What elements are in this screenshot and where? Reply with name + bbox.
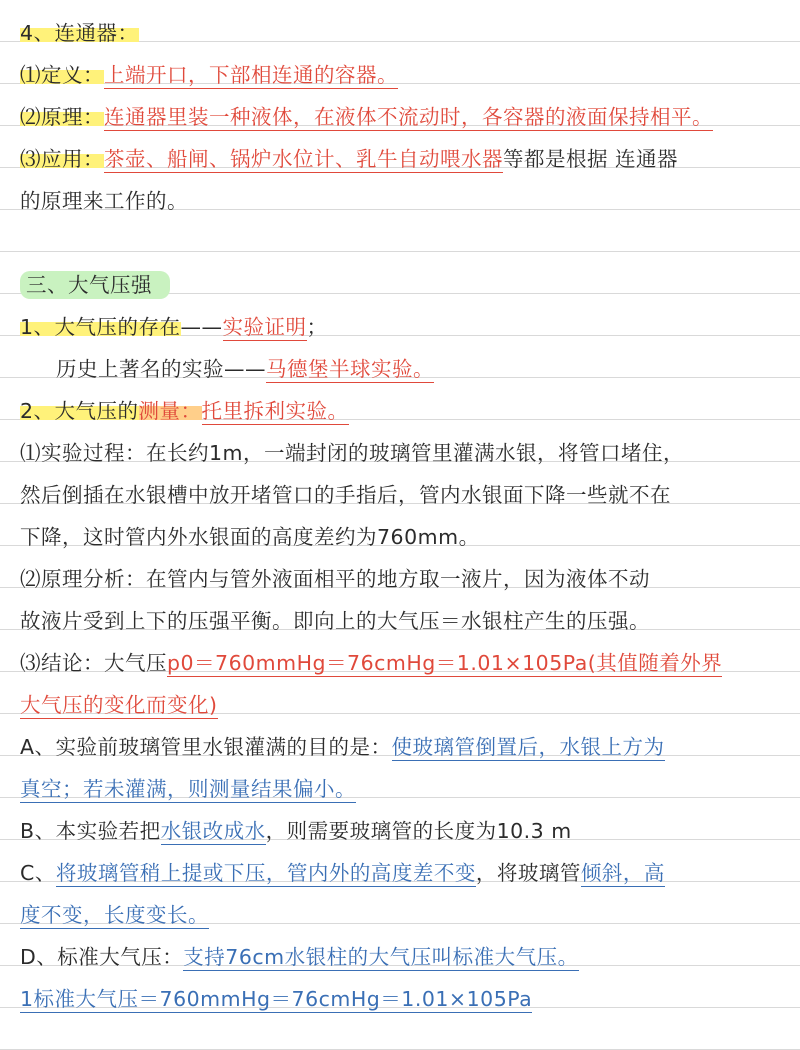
conclusion-text: p0＝760mmHg＝76cmHg＝1.01×105Pa(其值随着外界 (167, 651, 723, 675)
point-b-tail: ，则需要玻璃管的长度为10.3 m (265, 819, 572, 843)
standard-pressure-line (20, 978, 784, 1020)
history-text: 历史上著名的实验—— (56, 357, 266, 381)
point-c-text-2: 度不变，长度变长。 (20, 903, 209, 927)
point-a-text: 使玻璃管倒置后，水银上方为 (391, 735, 665, 759)
definition-label: ⑴定义： (20, 63, 104, 87)
measurement-word: 测量： (138, 399, 202, 423)
point-c-tilt: 倾斜，高 (580, 861, 665, 885)
existence-dash: —— (180, 315, 223, 339)
point-c-line-1 (20, 852, 784, 894)
existence-label: 1、大气压的存在 (20, 315, 181, 339)
standard-pressure-text: 1标准大气压＝760mmHg＝76cmHg＝1.01×105Pa (20, 987, 533, 1011)
point-c-line-2 (20, 894, 784, 936)
point-c-label: C、 (20, 861, 56, 885)
point-c-mid: ，将玻璃管 (475, 861, 581, 885)
section4-heading: 4、连通器： (20, 21, 139, 45)
application-tail: 等都是根据 连通器 (503, 147, 679, 171)
section3-heading: 三、大气压强 (20, 271, 170, 299)
conclusion-line-1 (20, 642, 784, 684)
application-text-2: 的原理来工作的。 (20, 189, 188, 213)
definition-text: 上端开口，下部相连通的容器。 (104, 63, 398, 87)
existence-end: ； (306, 315, 328, 339)
definition-line (20, 54, 784, 96)
point-a-text-2: 真空；若未灌满，则测量结果偏小。 (20, 777, 356, 801)
point-a-label: A、实验前玻璃管里水银灌满的目的是： (20, 735, 392, 759)
procedure-line-2 (20, 474, 784, 516)
procedure-line-1 (20, 432, 784, 474)
point-d-text: 支持76cm水银柱的大气压叫标准大气压。 (183, 945, 579, 969)
application-line-2 (20, 180, 784, 222)
measurement-text: 托里拆利实验。 (201, 399, 349, 423)
analysis-line-1 (20, 558, 784, 600)
point-b-line (20, 810, 784, 852)
analysis-line-2 (20, 600, 784, 642)
conclusion-text-2: 大气压的变化而变化) (20, 693, 218, 717)
point-c-text: 将玻璃管稍上提或下压，管内外的高度差不变 (55, 861, 476, 885)
history-line (20, 348, 784, 390)
procedure-text-2: 然后倒插在水银槽中放开堵管口的手指后，管内水银面下降一些就不在 (20, 483, 671, 507)
measurement-line (20, 390, 784, 432)
point-a-line-2 (20, 768, 784, 810)
principle-label: ⑵原理： (20, 105, 104, 129)
history-experiment: 马德堡半球实验。 (266, 357, 434, 381)
application-text: 茶壶、船闸、锅炉水位计、乳牛自动喂水器 (104, 147, 503, 171)
existence-line (20, 306, 784, 348)
application-label: ⑶应用： (20, 147, 104, 171)
application-line (20, 138, 784, 180)
existence-text: 实验证明 (222, 315, 307, 339)
point-b-label: B、本实验若把 (20, 819, 161, 843)
procedure-text-3: 下降，这时管内外水银面的高度差约为760mm。 (20, 525, 480, 549)
point-d-line (20, 936, 784, 978)
section4-heading-line (20, 12, 784, 54)
point-a-line-1 (20, 726, 784, 768)
conclusion-label: ⑶结论：大气压 (20, 651, 167, 675)
analysis-text-2: 故液片受到上下的压强平衡。即向上的大气压＝水银柱产生的压强。 (20, 609, 650, 633)
conclusion-line-2 (20, 684, 784, 726)
point-d-label: D、标准大气压： (20, 945, 184, 969)
principle-line (20, 96, 784, 138)
measurement-label: 2、大气压的 (20, 399, 139, 423)
principle-text: 连通器里装一种液体，在液体不流动时，各容器的液面保持相平。 (104, 105, 713, 129)
procedure-line-3 (20, 516, 784, 558)
procedure-text-1: ⑴实验过程：在长约1m，一端封闭的玻璃管里灌满水银，将管口堵住， (20, 441, 685, 465)
analysis-text-1: ⑵原理分析：在管内与管外液面相平的地方取一液片，因为液体不动 (20, 567, 650, 591)
point-b-highlight: 水银改成水 (160, 819, 266, 843)
section3-heading-line (20, 264, 784, 306)
